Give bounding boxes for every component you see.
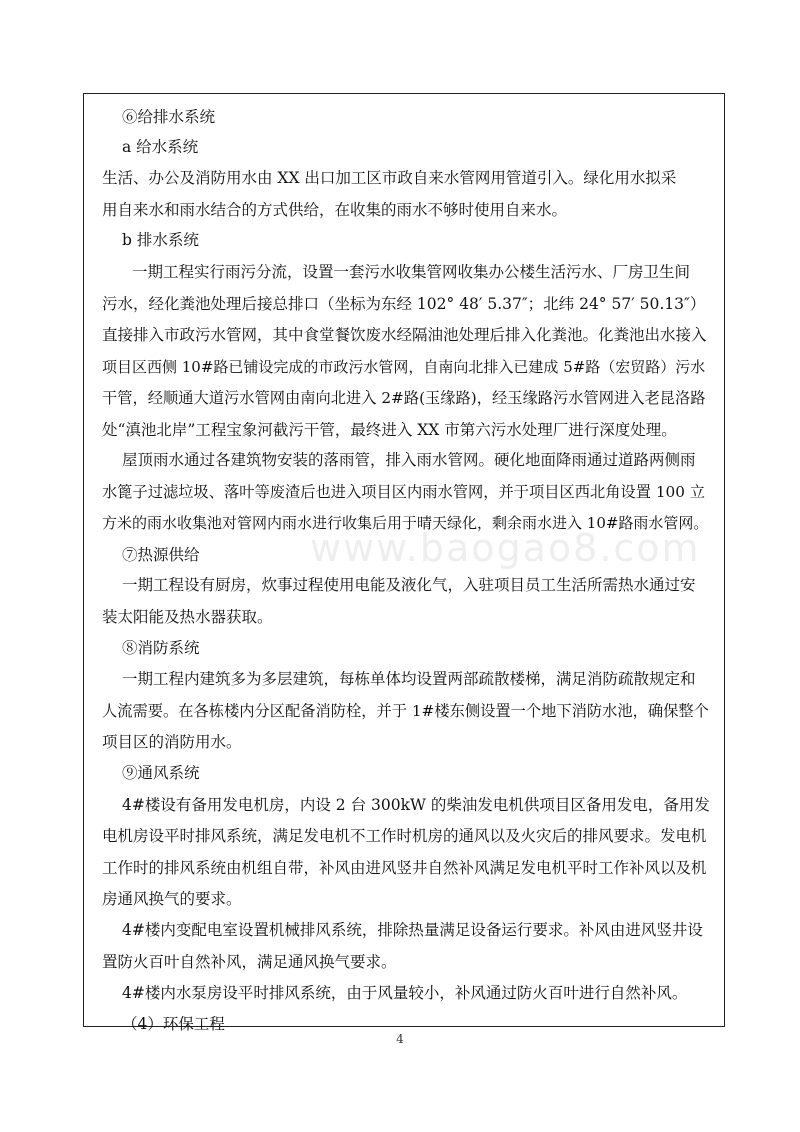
- text-line: [84, 132, 726, 163]
- text-line-content: 用自来水和雨水结合的方式供给，在收集的雨水不够时使用自来水。: [102, 201, 568, 219]
- text-line-content: 污水，经化粪池处理后接总排口（坐标为东经 102° 48′ 5.37″；北纬 24° 57′ 50.13″）: [102, 295, 706, 313]
- text-line: [84, 727, 726, 758]
- text-line-content: 一期工程内建筑多为多层建筑，每栋单体均设置两部疏散楼梯，满足消防疏散规定和: [122, 670, 696, 688]
- text-line: [84, 445, 726, 476]
- text-line-content: 4#楼内水泵房设平时排风系统，由于风量较小，补风通过防火百叶进行自然补风。: [122, 984, 688, 1002]
- text-line-content: 直接排入市政污水管网，其中食堂餐饮废水经隔油池处理后排入化粪池。化粪池出水接入: [102, 326, 707, 344]
- text-line-content: 置防火百叶自然补风，满足通风换气要求。: [102, 953, 397, 971]
- text-line-content: ⑨通风系统: [122, 764, 200, 782]
- text-line-content: 装太阳能及热水器获取。: [102, 608, 273, 626]
- text-line: [84, 947, 726, 978]
- text-line: [84, 633, 726, 664]
- text-line-content: 方米的雨水收集池对管网内雨水进行收集后用于晴天绿化，剩余雨水进入 10#路雨水管网。: [102, 514, 709, 532]
- text-line-content: 干管，经顺通大道污水管网由南向北进入 2#路(玉缘路)，经玉缘路污水管网进入老昆洛路: [102, 389, 706, 407]
- text-line-content: 4#楼内变配电室设置机械排风系统，排除热量满足设备运行要求。补风由进风竖井设: [122, 921, 703, 939]
- text-line-content: ⑥给排水系统: [122, 108, 216, 126]
- text-line-content: 处“滇池北岸”工程宝象河截污干管，最终进入 XX 市第六污水处理厂进行深度处理。: [102, 421, 677, 439]
- text-line-content: 电机房设平时排风系统，满足发电机不工作时机房的通风以及火灾后的排风要求。发电机: [102, 827, 707, 845]
- text-line: [84, 289, 726, 320]
- text-line: [84, 383, 726, 414]
- text-line-content: 工作时的排风系统由机组自带，补风由进风竖井自然补风满足发电机平时工作补风以及机: [102, 859, 707, 877]
- text-line: [84, 477, 726, 508]
- text-line-content: b 排水系统: [122, 231, 199, 249]
- text-line-content: 生活、办公及消防用水由 XX 出口加工区市政自来水管网用管道引入。绿化用水拟采: [102, 169, 677, 187]
- text-line: [84, 102, 726, 133]
- text-line-content: 一期工程设有厨房，炊事过程使用电能及液化气，入驻项目员工生活所需热水通过安: [122, 576, 696, 594]
- text-line-content: 一期工程实行雨污分流，设置一套污水收集管网收集办公楼生活污水、厂房卫生间: [132, 263, 691, 281]
- text-line-content: ⑦热源供给: [122, 546, 200, 564]
- text-line: [84, 696, 726, 727]
- text-line-content: 水篦子过滤垃圾、落叶等废渣后也进入项目区内雨水管网，并于项目区西北角设置 100 立: [102, 483, 706, 501]
- page-number: 4: [396, 1032, 404, 1046]
- text-line: [84, 352, 726, 383]
- text-line: [84, 195, 726, 226]
- text-line: [84, 853, 726, 884]
- text-line: [84, 415, 726, 446]
- text-line: [84, 570, 726, 601]
- text-line-content: 4#楼设有备用发电机房，内设 2 台 300kW 的柴油发电机供项目区备用发电，备用发: [122, 796, 710, 814]
- text-line-content: 项目区西侧 10#路已铺设完成的市政污水管网，自南向北排入已建成 5#路（宏贸路）污水: [102, 358, 706, 376]
- text-line: [84, 602, 726, 633]
- text-line-content: 人流需要。在各栋楼内分区配备消防栓，并于 1#楼东侧设置一个地下消防水池，确保整个: [102, 702, 709, 720]
- text-line-content: 项目区的消防用水。: [102, 733, 242, 751]
- text-line: [84, 915, 726, 946]
- text-line: [84, 978, 726, 1009]
- watermark: www.baogao8.com: [310, 526, 701, 570]
- text-line: [84, 163, 726, 194]
- text-line: [84, 320, 726, 351]
- text-line-content: ⑧消防系统: [122, 639, 200, 657]
- text-line: [84, 664, 726, 695]
- text-line-content: a 给水系统: [122, 138, 199, 156]
- text-line-content: 房通风换气的要求。: [102, 890, 242, 908]
- text-line: [84, 821, 726, 852]
- text-line: [84, 225, 726, 256]
- text-line: [84, 790, 726, 821]
- text-line: [84, 758, 726, 789]
- text-line-content: 屋顶雨水通过各建筑物安装的落雨管，排入雨水管网。硬化地面降雨通过道路两侧雨: [122, 451, 696, 469]
- text-line: [84, 257, 726, 288]
- text-line: [84, 884, 726, 915]
- text-line-content: （4）环保工程: [122, 1015, 225, 1033]
